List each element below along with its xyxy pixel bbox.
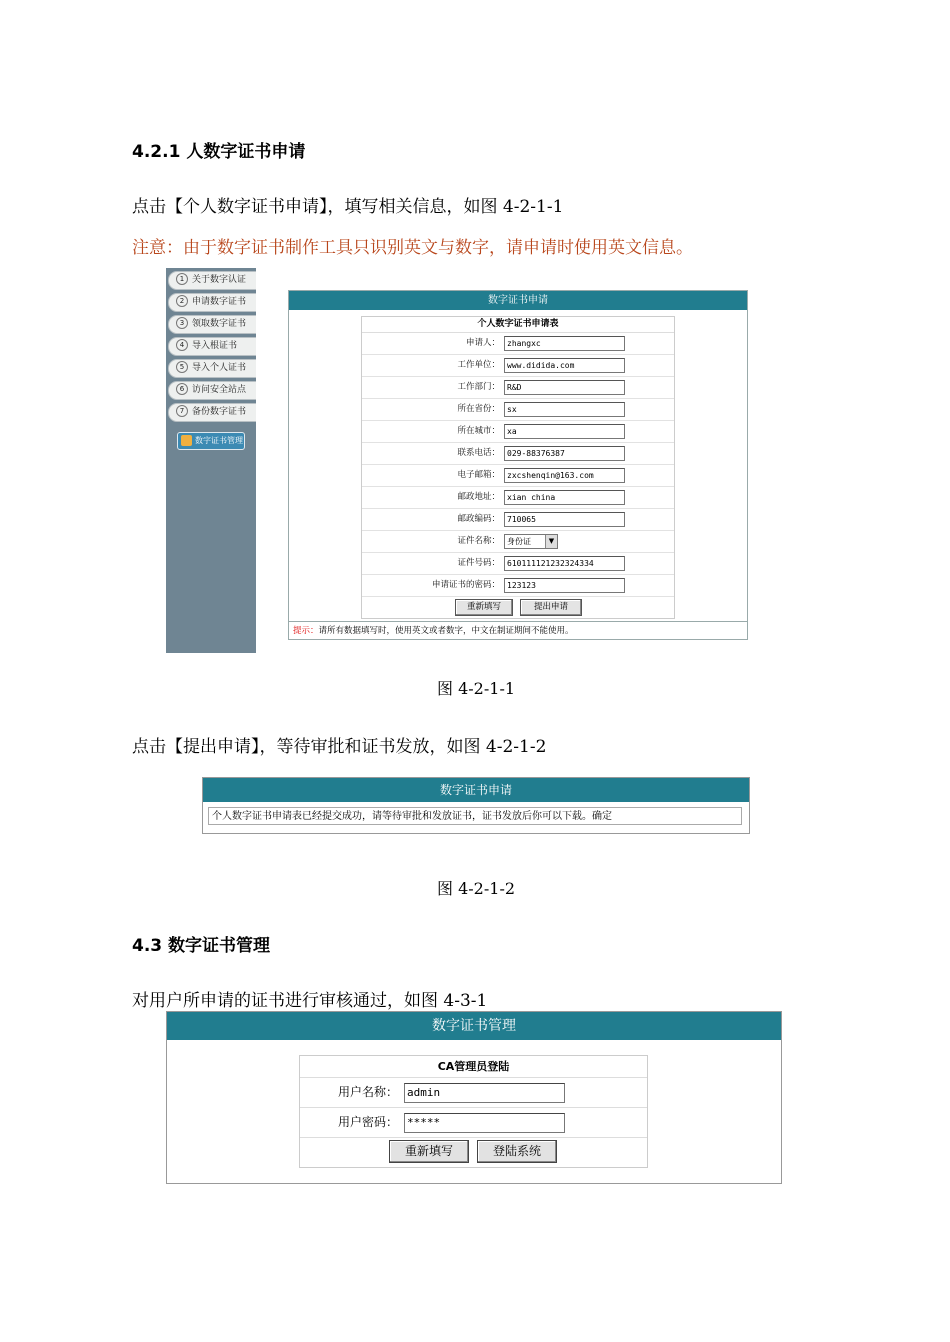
sidebar-item-visit-secure-site[interactable] (168, 381, 258, 400)
field-label: 工作部门： (457, 382, 500, 392)
ok-link[interactable]: 确定 (592, 811, 612, 822)
sidebar-item-label: 关于数字认证 (192, 275, 247, 285)
form-row-province (362, 399, 674, 421)
application-form (361, 316, 675, 619)
reset-button[interactable]: 重新填写 (455, 599, 513, 616)
organization-input[interactable]: www.dididа.com (504, 358, 625, 373)
message-text: 个人数字证书申请表已经提交成功，请等待审批和发放证书，证书发放后你可以下载。 (212, 811, 592, 822)
form-row-buttons (362, 597, 674, 618)
number-4-icon: 4 (176, 339, 188, 351)
sidebar-item-about-cert[interactable] (168, 271, 258, 290)
applicant-input[interactable]: zhangxc (504, 336, 625, 351)
login-form (299, 1055, 648, 1168)
figure-ca-admin-login (166, 1011, 782, 1184)
number-5-icon: 5 (176, 361, 188, 373)
form-row-department (362, 377, 674, 399)
username-label: 用户名称： (337, 1085, 398, 1099)
field-label: 所在城市： (457, 426, 500, 436)
phone-input[interactable]: 029-88376387 (504, 446, 625, 461)
form-row-cert-type (362, 531, 674, 553)
sidebar-item-backup-cert[interactable] (168, 403, 258, 422)
sidebar-item-label: 备份数字证书 (192, 407, 247, 417)
number-3-icon: 3 (176, 317, 188, 329)
number-7-icon: 7 (176, 405, 188, 417)
form-row-organization (362, 355, 674, 377)
form-row-email (362, 465, 674, 487)
address-input[interactable]: xian china (504, 490, 625, 505)
cert-number-input[interactable]: 610111121232324334 (504, 556, 625, 571)
figure-caption-2: 图 4-2-1-2 (437, 879, 516, 898)
number-6-icon: 6 (176, 383, 188, 395)
panel-title: 数字证书申请 (203, 778, 749, 802)
figure-caption-1: 图 4-2-1-1 (437, 679, 516, 698)
cert-management-label: 数字证书管理 (195, 436, 243, 445)
field-label: 申请证书的密码： (431, 580, 500, 590)
sidebar-item-apply-cert[interactable] (168, 293, 258, 312)
password-input[interactable]: ***** (404, 1113, 565, 1133)
submit-application-button[interactable]: 提出申请 (520, 599, 582, 616)
login-row-buttons (300, 1138, 647, 1167)
field-label: 工作单位： (457, 360, 500, 370)
field-label: 证件号码： (457, 558, 500, 568)
form-row-phone (362, 443, 674, 465)
form-row-applicant (362, 333, 674, 355)
field-label: 邮政编码： (457, 514, 500, 524)
sidebar-item-import-root-cert[interactable] (168, 337, 258, 356)
tip-bar (289, 621, 747, 639)
note-text: 注意：由于数字证书制作工具只识别英文与数字，请申请时使用英文信息。 (132, 238, 693, 258)
panel-title: 数字证书管理 (167, 1012, 781, 1040)
form-title: 个人数字证书申请表 (362, 317, 674, 333)
section-heading-4-3: 4.3 数字证书管理 (132, 936, 271, 956)
tip-prefix: 提示： (293, 626, 319, 636)
field-label: 申请人： (465, 338, 500, 348)
figure-submit-success (202, 777, 750, 834)
field-label: 电子邮箱： (457, 470, 500, 480)
paragraph-submit: 点击【提出申请】，等待审批和证书发放，如图 4-2-1-2 (132, 737, 547, 757)
form-row-postcode (362, 509, 674, 531)
login-row-username (300, 1078, 647, 1108)
figure-cert-application-form (166, 268, 785, 653)
sidebar-item-label: 申请数字证书 (192, 297, 247, 307)
form-row-address (362, 487, 674, 509)
number-1-icon: 1 (176, 273, 188, 285)
application-panel (288, 290, 748, 640)
form-row-password (362, 575, 674, 597)
success-message (208, 807, 742, 825)
login-row-password (300, 1108, 647, 1138)
field-label: 所在省份： (457, 404, 500, 414)
postcode-input[interactable]: 710065 (504, 512, 625, 527)
sidebar-item-receive-cert[interactable] (168, 315, 258, 334)
field-label: 联系电话： (457, 448, 500, 458)
department-input[interactable]: R&D (504, 380, 625, 395)
sidebar-item-import-personal-cert[interactable] (168, 359, 258, 378)
form-row-cert-number (362, 553, 674, 575)
province-input[interactable]: sx (504, 402, 625, 417)
password-label: 用户密码： (337, 1115, 398, 1129)
main-panel (256, 268, 785, 653)
sidebar-item-label: 导入个人证书 (192, 363, 247, 373)
login-button[interactable]: 登陆系统 (477, 1140, 557, 1163)
cert-type-select[interactable] (504, 534, 558, 549)
tip-text: 请所有数据填写时，使用英文或者数字，中文在制证期间不能使用。 (318, 626, 574, 636)
sidebar-item-label: 领取数字证书 (192, 319, 247, 329)
username-input[interactable]: admin (404, 1083, 565, 1103)
cert-type-value: 身份证 (507, 537, 531, 546)
cert-management-button[interactable] (177, 432, 245, 450)
city-input[interactable]: xa (504, 424, 625, 439)
cert-password-input[interactable]: 123123 (504, 578, 625, 593)
field-label: 证件名称： (457, 536, 500, 546)
field-label: 邮政地址： (457, 492, 500, 502)
user-icon (181, 435, 192, 446)
section-heading-4-2-1: 4.2.1 人数字证书申请 (132, 142, 306, 162)
panel-title: 数字证书申请 (289, 291, 747, 310)
email-input[interactable]: zxcshenqin@163.com (504, 468, 625, 483)
form-row-city (362, 421, 674, 443)
login-title: CA管理员登陆 (300, 1056, 647, 1078)
paragraph-manage: 对用户所申请的证书进行审核通过，如图 4-3-1 (132, 991, 488, 1011)
number-2-icon: 2 (176, 295, 188, 307)
chevron-down-icon[interactable]: ▼ (545, 535, 557, 548)
sidebar-item-label: 导入根证书 (192, 341, 238, 351)
sidebar-item-label: 访问安全站点 (192, 385, 247, 395)
reset-button[interactable]: 重新填写 (389, 1140, 469, 1163)
paragraph-apply: 点击【个人数字证书申请】，填写相关信息，如图 4-2-1-1 (132, 197, 564, 217)
